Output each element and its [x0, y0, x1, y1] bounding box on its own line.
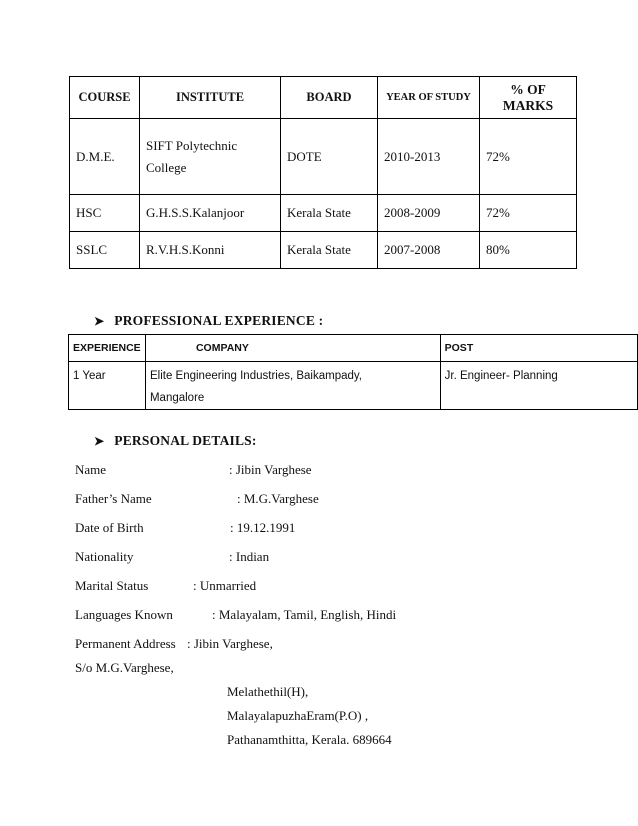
table-header-row — [69, 335, 638, 362]
cell-marks: 72% — [480, 195, 577, 232]
cell-board: DOTE — [281, 119, 378, 195]
address-line: MalayalapuzhaEram(P.O) , — [227, 708, 369, 723]
address-line: Melathethil(H), — [227, 684, 309, 699]
languages-label: Languages Known — [75, 607, 173, 622]
cell-board: Kerala State — [281, 232, 378, 269]
cell-institute — [140, 119, 281, 195]
header-company: COMPANY — [145, 335, 440, 362]
table-row — [70, 232, 577, 269]
institute-line: SIFT Polytechnic — [146, 137, 238, 153]
personal-heading-text: PERSONAL DETAILS: — [114, 433, 257, 448]
arrow-bullet-icon: ➤ — [94, 434, 105, 448]
personal-details-heading — [94, 433, 257, 449]
father-name-value: : M.G.Varghese — [237, 491, 319, 506]
header-institute: INSTITUTE — [140, 77, 281, 119]
marital-status-value: : Unmarried — [193, 578, 257, 593]
professional-heading-text: PROFESSIONAL EXPERIENCE : — [114, 313, 324, 328]
table-row — [69, 362, 638, 410]
dob-value: : 19.12.1991 — [230, 520, 296, 535]
cell-company — [145, 362, 440, 410]
experience-table — [68, 334, 638, 410]
cell-institute: G.H.S.S.Kalanjoor — [140, 195, 281, 232]
cell-institute: R.V.H.S.Konni — [140, 232, 281, 269]
address-label: Permanent Address — [75, 636, 176, 651]
cell-course: SSLC — [70, 232, 140, 269]
languages-value: : Malayalam, Tamil, English, Hindi — [212, 607, 397, 622]
cell-course: D.M.E. — [70, 119, 140, 195]
header-marks: % OF MARKS — [480, 77, 577, 119]
cell-board: Kerala State — [281, 195, 378, 232]
dob-label: Date of Birth — [75, 520, 144, 535]
cell-year: 2007-2008 — [378, 232, 480, 269]
header-board: BOARD — [281, 77, 378, 119]
education-table — [69, 76, 577, 269]
address-line: Pathanamthitta, Kerala. 689664 — [227, 732, 392, 747]
table-header-row — [70, 77, 577, 119]
arrow-bullet-icon: ➤ — [94, 314, 105, 328]
father-name-label: Father’s Name — [75, 491, 152, 506]
header-post: POST — [440, 335, 637, 362]
cell-post: Jr. Engineer- Planning — [440, 362, 637, 410]
nationality-label: Nationality — [75, 549, 134, 564]
cell-experience: 1 Year — [69, 362, 146, 410]
company-line: Mangalore — [149, 392, 205, 404]
table-row — [70, 119, 577, 195]
cell-marks: 80% — [480, 232, 577, 269]
header-experience: EXPERIENCE — [69, 335, 146, 362]
address-line: S/o M.G.Varghese, — [75, 660, 174, 675]
cell-marks: 72% — [480, 119, 577, 195]
institute-line: College — [146, 159, 187, 175]
name-value: : Jibin Varghese — [229, 462, 312, 477]
table-row — [70, 195, 577, 232]
header-course: COURSE — [70, 77, 140, 119]
header-year-of-study: YEAR OF STUDY — [378, 77, 480, 119]
cell-year: 2008-2009 — [378, 195, 480, 232]
cell-year: 2010-2013 — [378, 119, 480, 195]
nationality-value: : Indian — [229, 549, 270, 564]
company-line: Elite Engineering Industries, Baikampady, — [149, 370, 362, 382]
address-value: : Jibin Varghese, — [187, 636, 273, 651]
marital-status-label: Marital Status — [75, 578, 149, 593]
cell-course: HSC — [70, 195, 140, 232]
name-label: Name — [75, 462, 107, 477]
professional-experience-heading — [94, 313, 323, 329]
